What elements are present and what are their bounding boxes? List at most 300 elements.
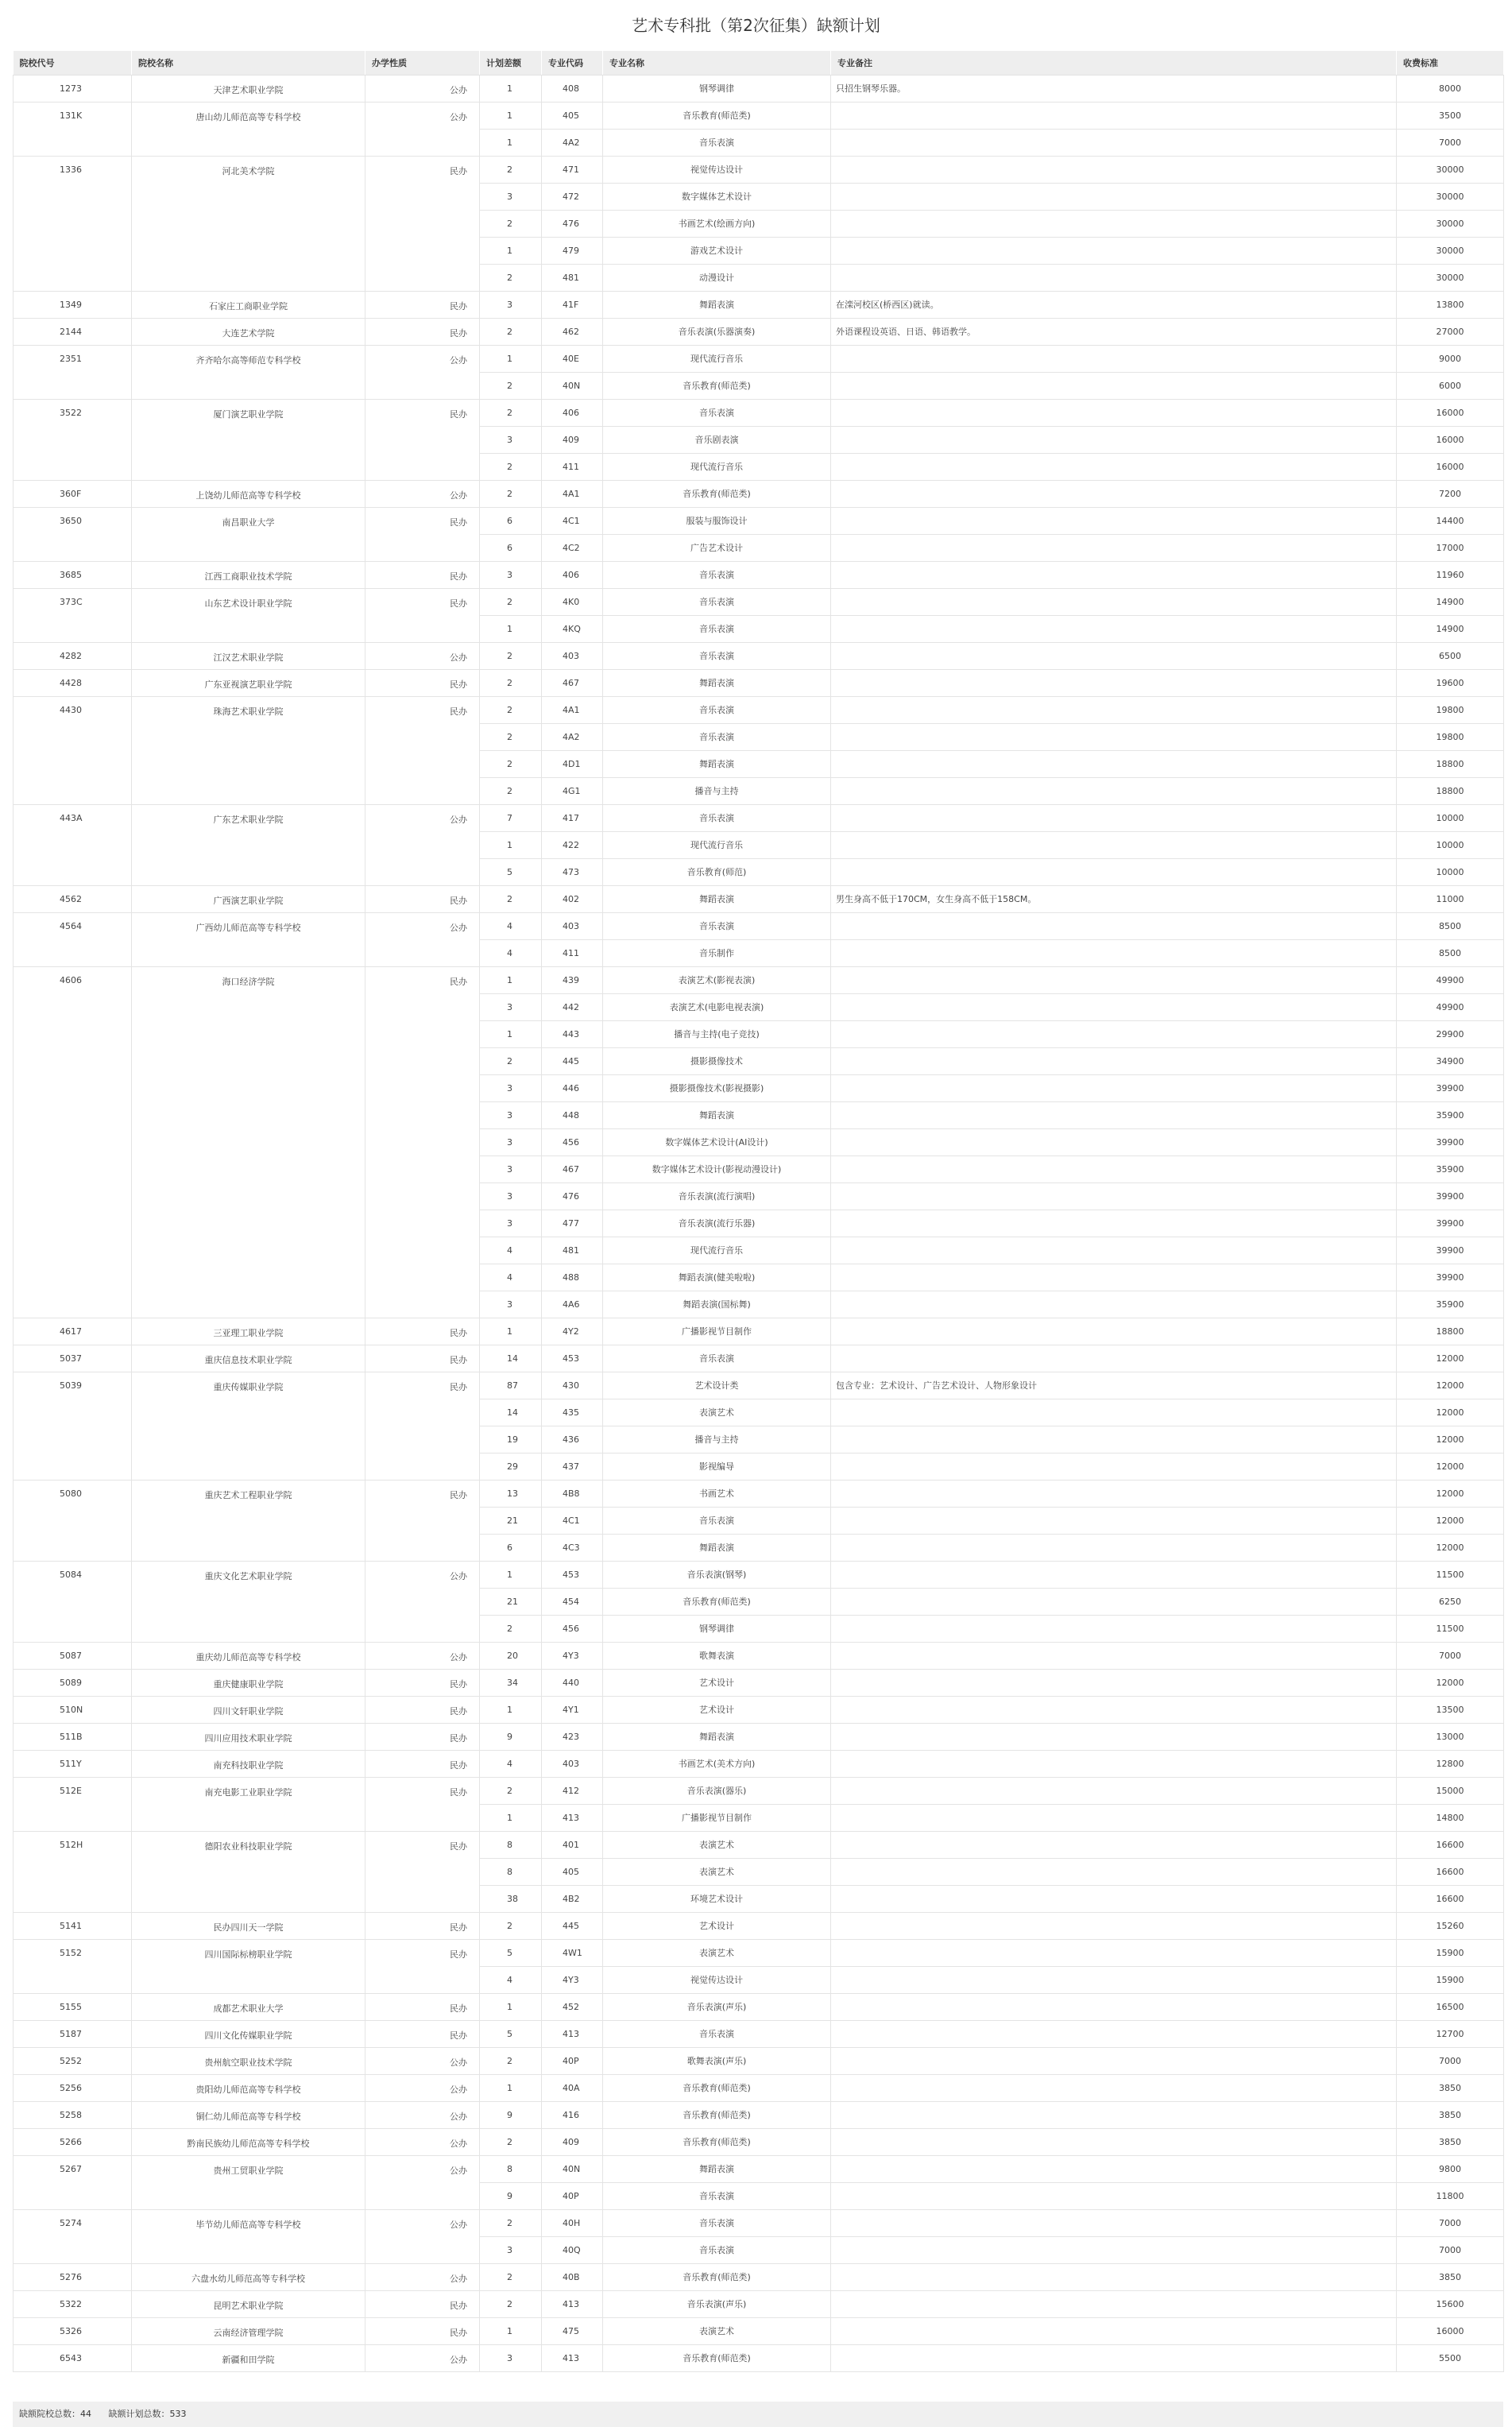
major-code-cell: 405 [542,1858,603,1885]
major-note-cell [831,237,1397,264]
major-note-cell [831,642,1397,669]
major-note-cell [831,561,1397,588]
major-name-cell: 艺术设计 [603,1912,831,1939]
major-name-cell: 舞蹈表演 [603,885,831,912]
school-type-cell: 民办 [365,318,480,345]
fee-cell: 7000 [1397,2236,1504,2263]
school-type-cell: 公办 [365,1561,480,1642]
major-note-cell [831,2101,1397,2128]
school-type-cell: 公办 [365,2101,480,2128]
school-type-cell: 民办 [365,2020,480,2047]
school-type-cell: 公办 [365,642,480,669]
major-code-cell: 475 [542,2317,603,2344]
major-name-cell: 摄影摄像技术(影视摄影) [603,1074,831,1101]
major-note-cell [831,1426,1397,1453]
table-row [14,885,1504,912]
plan-gap-cell: 5 [480,858,542,885]
plan-gap-cell: 1 [480,75,542,102]
table-row [14,1993,1504,2020]
plan-gap-cell: 4 [480,912,542,939]
table-row [14,1777,1504,1804]
major-note-cell [831,1534,1397,1561]
plan-gap-cell: 14 [480,1399,542,1426]
school-code-cell: 5155 [14,1993,132,2020]
school-code-cell: 131K [14,102,132,156]
plan-gap-cell: 29 [480,1453,542,1480]
header-major-note: 专业备注 [831,51,1397,75]
fee-cell: 16500 [1397,1993,1504,2020]
school-name-cell: 江西工商职业技术学院 [132,561,365,588]
plan-gap-cell: 1 [480,129,542,156]
school-code-cell: 3650 [14,507,132,561]
major-note-cell [831,1020,1397,1047]
table-row [14,696,1504,723]
major-note-cell [831,912,1397,939]
plan-gap-cell: 34 [480,1669,542,1696]
plan-gap-cell: 3 [480,2236,542,2263]
school-type-cell: 民办 [365,1777,480,1831]
school-name-cell: 石家庄工商职业学院 [132,291,365,318]
table-row [14,291,1504,318]
school-name-cell: 厦门演艺职业学院 [132,399,365,480]
fee-cell: 35900 [1397,1101,1504,1128]
major-note-cell [831,453,1397,480]
fee-cell: 7000 [1397,2047,1504,2074]
fee-cell: 16000 [1397,2317,1504,2344]
school-code-cell: 512E [14,1777,132,1831]
major-note-cell [831,345,1397,372]
plan-gap-cell: 2 [480,318,542,345]
plan-gap-cell: 3 [480,561,542,588]
plan-gap-cell: 1 [480,2074,542,2101]
plan-gap-cell: 2 [480,210,542,237]
table-row [14,480,1504,507]
fee-cell: 18800 [1397,750,1504,777]
fee-cell: 14900 [1397,615,1504,642]
major-name-cell: 舞蹈表演 [603,1101,831,1128]
plan-gap-cell: 2 [480,372,542,399]
school-name-cell: 南充电影工业职业学院 [132,1777,365,1831]
major-name-cell: 舞蹈表演 [603,1723,831,1750]
major-name-cell: 音乐表演(声乐) [603,1993,831,2020]
school-type-cell: 民办 [365,2290,480,2317]
school-code-cell: 5266 [14,2128,132,2155]
school-type-cell: 民办 [365,1696,480,1723]
fee-cell: 13800 [1397,291,1504,318]
fee-cell: 39900 [1397,1074,1504,1101]
major-name-cell: 现代流行音乐 [603,1237,831,1264]
major-code-cell: 445 [542,1912,603,1939]
fee-cell: 16600 [1397,1831,1504,1858]
major-code-cell: 413 [542,1804,603,1831]
major-name-cell: 音乐表演 [603,696,831,723]
fee-cell: 15900 [1397,1966,1504,1993]
school-name-cell: 珠海艺术职业学院 [132,696,365,804]
school-name-cell: 四川国际标榜职业学院 [132,1939,365,1993]
major-note-cell: 只招生钢琴乐器。 [831,75,1397,102]
school-code-cell: 3522 [14,399,132,480]
major-note-cell [831,1264,1397,1291]
table-row [14,1696,1504,1723]
major-note-cell [831,2182,1397,2209]
table-row [14,642,1504,669]
major-note-cell [831,588,1397,615]
major-note-cell [831,939,1397,966]
plan-gap-cell: 3 [480,1101,542,1128]
table-row [14,804,1504,831]
plan-gap-cell: 21 [480,1588,542,1615]
major-note-cell [831,966,1397,993]
major-code-cell: 437 [542,1453,603,1480]
major-note-cell [831,993,1397,1020]
major-code-cell: 413 [542,2290,603,2317]
header-school-code: 院校代号 [14,51,132,75]
major-code-cell: 4C1 [542,1507,603,1534]
major-note-cell: 包含专业：艺术设计、广告艺术设计、人物形象设计 [831,1372,1397,1399]
major-note-cell [831,1101,1397,1128]
school-code-cell: 1349 [14,291,132,318]
school-type-cell: 公办 [365,2047,480,2074]
plan-gap-cell: 6 [480,507,542,534]
school-type-cell: 民办 [365,966,480,1318]
fee-cell: 12000 [1397,1480,1504,1507]
school-type-cell: 公办 [365,804,480,885]
major-name-cell: 影视编导 [603,1453,831,1480]
school-code-cell: 5152 [14,1939,132,1993]
school-type-cell: 公办 [365,2074,480,2101]
major-code-cell: 416 [542,2101,603,2128]
plan-gap-cell: 2 [480,885,542,912]
major-code-cell: 403 [542,912,603,939]
plan-gap-cell: 3 [480,2344,542,2371]
plan-gap-cell: 1 [480,1696,542,1723]
major-code-cell: 445 [542,1047,603,1074]
major-name-cell: 音乐教育(师范类) [603,372,831,399]
major-note-cell [831,858,1397,885]
major-code-cell: 462 [542,318,603,345]
major-code-cell: 413 [542,2344,603,2371]
table-row [14,561,1504,588]
school-code-cell: 5089 [14,1669,132,1696]
major-name-cell: 舞蹈表演 [603,291,831,318]
major-code-cell: 4W1 [542,1939,603,1966]
major-note-cell [831,210,1397,237]
fee-cell: 9000 [1397,345,1504,372]
major-name-cell: 音乐教育(师范类) [603,480,831,507]
plan-gap-cell: 4 [480,939,542,966]
major-note-cell [831,129,1397,156]
major-code-cell: 476 [542,1183,603,1210]
fee-cell: 16000 [1397,399,1504,426]
major-name-cell: 动漫设计 [603,264,831,291]
school-code-cell: 5276 [14,2263,132,2290]
school-name-cell: 民办四川天一学院 [132,1912,365,1939]
fee-cell: 18800 [1397,1318,1504,1345]
major-note-cell [831,1723,1397,1750]
major-code-cell: 4A2 [542,723,603,750]
major-name-cell: 音乐表演 [603,2182,831,2209]
major-name-cell: 音乐教育(师范类) [603,2344,831,2371]
major-note-cell [831,750,1397,777]
fee-cell: 12000 [1397,1507,1504,1534]
school-name-cell: 四川文化传媒职业学院 [132,2020,365,2047]
major-code-cell: 4A1 [542,696,603,723]
major-name-cell: 表演艺术 [603,1399,831,1426]
major-note-cell: 男生身高不低于170CM，女生身高不低于158CM。 [831,885,1397,912]
fee-cell: 16000 [1397,453,1504,480]
major-code-cell: 40P [542,2182,603,2209]
school-type-cell: 民办 [365,696,480,804]
school-name-cell: 重庆传媒职业学院 [132,1372,365,1480]
fee-cell: 15900 [1397,1939,1504,1966]
major-name-cell: 现代流行音乐 [603,345,831,372]
plan-gap-cell: 2 [480,156,542,183]
major-code-cell: 411 [542,939,603,966]
major-name-cell: 服装与服饰设计 [603,507,831,534]
fee-cell: 39900 [1397,1210,1504,1237]
major-name-cell: 音乐表演 [603,912,831,939]
school-type-cell: 公办 [365,2209,480,2263]
fee-cell: 3850 [1397,2101,1504,2128]
major-name-cell: 广播影视节目制作 [603,1804,831,1831]
major-code-cell: 4Y3 [542,1966,603,1993]
plan-gap-cell: 14 [480,1345,542,1372]
fee-cell: 35900 [1397,1155,1504,1183]
major-note-cell: 在滦河校区(桥西区)就读。 [831,291,1397,318]
major-note-cell [831,1345,1397,1372]
school-type-cell: 公办 [365,345,480,399]
table-body [14,75,1504,2371]
plan-gap-cell: 2 [480,777,542,804]
major-code-cell: 423 [542,1723,603,1750]
fee-cell: 5500 [1397,2344,1504,2371]
school-name-cell: 四川文轩职业学院 [132,1696,365,1723]
major-code-cell: 448 [542,1101,603,1128]
major-note-cell [831,2020,1397,2047]
plan-table [13,51,1504,2372]
plan-gap-cell: 5 [480,1939,542,1966]
fee-cell: 12000 [1397,1669,1504,1696]
school-name-cell: 重庆幼儿师范高等专科学校 [132,1642,365,1669]
major-code-cell: 481 [542,264,603,291]
table-row [14,399,1504,426]
major-note-cell [831,1399,1397,1426]
plan-gap-cell: 87 [480,1372,542,1399]
school-type-cell: 公办 [365,2155,480,2209]
major-note-cell [831,804,1397,831]
school-name-cell: 贵州工贸职业学院 [132,2155,365,2209]
fee-cell: 7000 [1397,2209,1504,2236]
school-code-cell: 4564 [14,912,132,966]
fee-cell: 6250 [1397,1588,1504,1615]
major-name-cell: 音乐表演 [603,723,831,750]
table-row [14,1723,1504,1750]
school-code-cell: 5274 [14,2209,132,2263]
major-note-cell [831,1561,1397,1588]
major-code-cell: 436 [542,1426,603,1453]
major-name-cell: 音乐表演 [603,2020,831,2047]
major-code-cell: 40E [542,345,603,372]
major-name-cell: 音乐制作 [603,939,831,966]
major-note-cell [831,1155,1397,1183]
major-code-cell: 4Y3 [542,1642,603,1669]
school-name-cell: 南昌职业大学 [132,507,365,561]
table-row [14,345,1504,372]
fee-cell: 30000 [1397,183,1504,210]
major-note-cell: 外语课程设英语、日语、韩语教学。 [831,318,1397,345]
school-code-cell: 5322 [14,2290,132,2317]
major-code-cell: 435 [542,1399,603,1426]
major-note-cell [831,534,1397,561]
major-name-cell: 现代流行音乐 [603,453,831,480]
table-row [14,1939,1504,1966]
fee-cell: 12000 [1397,1372,1504,1399]
major-note-cell [831,1507,1397,1534]
table-row [14,588,1504,615]
plan-gap-cell: 8 [480,1858,542,1885]
major-code-cell: 4A6 [542,1291,603,1318]
major-name-cell: 音乐教育(师范) [603,858,831,885]
fee-cell: 14800 [1397,1804,1504,1831]
major-note-cell [831,1047,1397,1074]
school-code-cell: 5087 [14,1642,132,1669]
table-row [14,1912,1504,1939]
major-note-cell [831,1696,1397,1723]
major-code-cell: 476 [542,210,603,237]
fee-cell: 11500 [1397,1561,1504,1588]
major-note-cell [831,1750,1397,1777]
fee-cell: 8000 [1397,75,1504,102]
plan-gap-cell: 3 [480,183,542,210]
major-note-cell [831,2344,1397,2371]
fee-cell: 34900 [1397,1047,1504,1074]
major-note-cell [831,102,1397,129]
fee-cell: 13500 [1397,1696,1504,1723]
school-name-cell: 重庆健康职业学院 [132,1669,365,1696]
plan-gap-cell: 2 [480,642,542,669]
fee-cell: 39900 [1397,1237,1504,1264]
major-code-cell: 452 [542,1993,603,2020]
major-name-cell: 表演艺术 [603,1939,831,1966]
major-note-cell [831,2155,1397,2182]
fee-cell: 27000 [1397,318,1504,345]
fee-cell: 12000 [1397,1426,1504,1453]
fee-cell: 14400 [1397,507,1504,534]
fee-cell: 30000 [1397,264,1504,291]
fee-cell: 39900 [1397,1264,1504,1291]
major-name-cell: 音乐表演 [603,1345,831,1372]
major-note-cell [831,2209,1397,2236]
major-name-cell: 数字媒体艺术设计(AI设计) [603,1128,831,1155]
school-name-cell: 成都艺术职业大学 [132,1993,365,2020]
major-code-cell: 456 [542,1128,603,1155]
plan-gap-cell: 3 [480,426,542,453]
plan-gap-cell: 2 [480,1615,542,1642]
school-code-cell: 5256 [14,2074,132,2101]
school-code-cell: 4428 [14,669,132,696]
plan-gap-cell: 2 [480,588,542,615]
school-code-cell: 5258 [14,2101,132,2128]
school-code-cell: 5080 [14,1480,132,1561]
school-code-cell: 511B [14,1723,132,1750]
school-code-cell: 5037 [14,1345,132,1372]
major-name-cell: 舞蹈表演 [603,2155,831,2182]
major-name-cell: 书画艺术 [603,1480,831,1507]
major-name-cell: 音乐表演 [603,399,831,426]
school-name-cell: 黔南民族幼儿师范高等专科学校 [132,2128,365,2155]
major-name-cell: 音乐表演(钢琴) [603,1561,831,1588]
major-note-cell [831,1858,1397,1885]
major-code-cell: 4A2 [542,129,603,156]
school-name-cell: 大连艺术学院 [132,318,365,345]
school-type-cell: 公办 [365,480,480,507]
table-row [14,1372,1504,1399]
fee-cell: 12000 [1397,1534,1504,1561]
plan-gap-cell: 6 [480,534,542,561]
school-type-cell: 民办 [365,291,480,318]
major-code-cell: 4A1 [542,480,603,507]
school-name-cell: 广东艺术职业学院 [132,804,365,885]
table-row [14,1318,1504,1345]
fee-cell: 12000 [1397,1345,1504,1372]
major-code-cell: 453 [542,1345,603,1372]
table-row [14,1480,1504,1507]
fee-cell: 30000 [1397,210,1504,237]
school-name-cell: 齐齐哈尔高等师范专科学校 [132,345,365,399]
major-code-cell: 40N [542,2155,603,2182]
major-code-cell: 401 [542,1831,603,1858]
fee-cell: 12800 [1397,1750,1504,1777]
plan-gap-cell: 2 [480,669,542,696]
major-name-cell: 音乐表演(流行演唱) [603,1183,831,1210]
major-code-cell: 41F [542,291,603,318]
school-type-cell: 公办 [365,1642,480,1669]
major-code-cell: 4KQ [542,615,603,642]
plan-gap-cell: 3 [480,291,542,318]
header-fee: 收费标准 [1397,51,1504,75]
school-type-cell: 民办 [365,1993,480,2020]
major-name-cell: 音乐教育(师范类) [603,1588,831,1615]
table-row [14,1642,1504,1669]
major-code-cell: 467 [542,1155,603,1183]
fee-cell: 11800 [1397,2182,1504,2209]
school-code-cell: 2351 [14,345,132,399]
major-name-cell: 环境艺术设计 [603,1885,831,1912]
school-name-cell: 广西幼儿师范高等专科学校 [132,912,365,966]
school-type-cell: 民办 [365,1750,480,1777]
major-code-cell: 473 [542,858,603,885]
fee-cell: 11000 [1397,885,1504,912]
major-note-cell [831,2236,1397,2263]
school-code-cell: 510N [14,1696,132,1723]
major-name-cell: 数字媒体艺术设计 [603,183,831,210]
school-type-cell: 民办 [365,1318,480,1345]
major-code-cell: 454 [542,1588,603,1615]
fee-cell: 8500 [1397,912,1504,939]
school-type-cell: 公办 [365,2263,480,2290]
major-code-cell: 40A [542,2074,603,2101]
fee-cell: 10000 [1397,831,1504,858]
major-code-cell: 4B8 [542,1480,603,1507]
school-type-cell: 民办 [365,588,480,642]
major-code-cell: 408 [542,75,603,102]
major-name-cell: 舞蹈表演 [603,669,831,696]
table-row [14,75,1504,102]
school-name-cell: 上饶幼儿师范高等专科学校 [132,480,365,507]
school-code-cell: 1336 [14,156,132,291]
school-code-cell: 4282 [14,642,132,669]
major-code-cell: 4D1 [542,750,603,777]
